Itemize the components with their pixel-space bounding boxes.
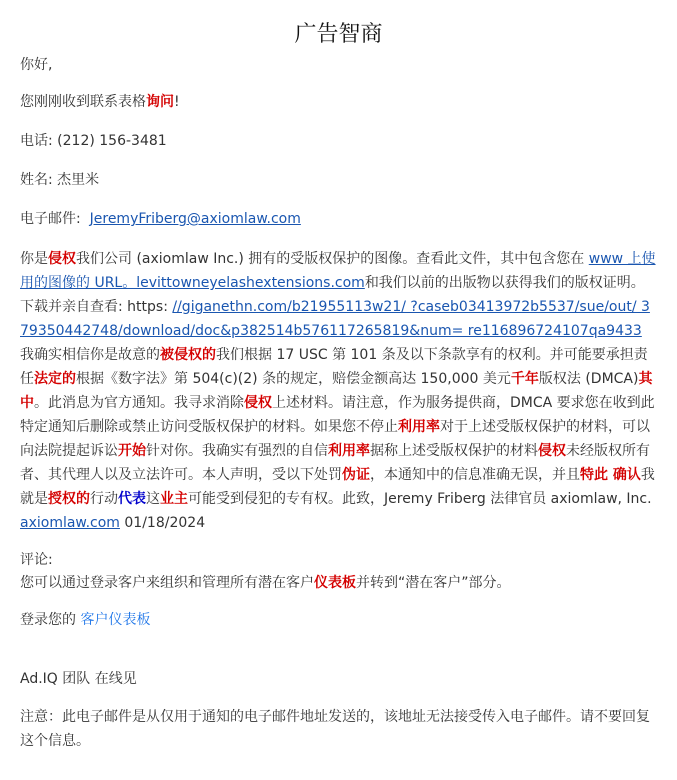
email-link[interactable]: JeremyFriberg@axiomlaw.com: [89, 211, 301, 227]
body-highlight: 侵权: [538, 443, 566, 459]
comment-highlight: 仪表板: [314, 575, 356, 591]
email-label: 电子邮件:: [20, 211, 81, 227]
name-line: [20, 169, 657, 192]
body-highlight: 特此 确认: [580, 467, 641, 483]
body-highlight: 伪证: [342, 467, 370, 483]
body-text: 这: [146, 491, 160, 507]
body-text: 针对你。我确实有强烈的自信: [146, 443, 328, 459]
body-highlight: 侵权: [244, 395, 272, 411]
comment-prefix: 您可以通过登录客户来组织和管理所有潜在客户: [20, 575, 314, 591]
intro-line: [20, 91, 657, 114]
phone-label: 电话:: [20, 133, 53, 149]
body-highlight: 被侵权的: [160, 347, 216, 363]
phone-value: (212) 156-3481: [57, 133, 167, 149]
intro-highlight: 询问: [146, 94, 174, 110]
phone-line: [20, 130, 657, 153]
dashboard-link[interactable]: 客户仪表板: [80, 612, 151, 628]
body-text: 可能受到侵犯的专有权。此致，Jeremy Friberg 法律官员 axiomlaw, Inc.: [188, 491, 652, 507]
signoff: Ad.IQ 团队 在线见: [20, 671, 137, 687]
comment-line: [20, 572, 657, 595]
email-title: 广告智商: [294, 22, 383, 47]
body-highlight: 法定的: [34, 371, 76, 387]
body-text: 据称上述受版权保护的材料: [370, 443, 538, 459]
body-highlight: 利用率: [328, 443, 370, 459]
body-text: 我就是: [20, 467, 655, 507]
body-text: ，本通知中的信息准确无误，并且: [370, 467, 580, 483]
body-highlight: 业主: [160, 491, 188, 507]
body-highlight: 其中: [20, 371, 653, 411]
body-text: 我们公司 (axiomlaw Inc.) 拥有的受版权保护的图像。查看此文件，其中包含您在: [76, 251, 589, 267]
name-value: 杰里米: [57, 172, 100, 188]
comment-suffix: 并转到“潜在客户”部分。: [356, 575, 511, 591]
body-text: 上述材料。请注意，作为服务提供商，DMCA 要求您在收到此特定通知后删除或禁止访问受版权保护的材料。如果您不停止: [20, 395, 655, 435]
download-link[interactable]: //giganethn.com/b21955113w21/ ?caseb03413972b5537/sue/out/ 379350442748/download/doc&p382514b576117265819&num= re116896724107qa9433: [20, 299, 650, 339]
footer-note: 注意：此电子邮件是从仅用于通知的电子邮件地址发送的，该地址无法接受传入电子邮件。请不要回复这个信息。: [20, 709, 650, 749]
email-line: [20, 208, 657, 231]
body-highlight: 千年: [510, 371, 539, 387]
axiomlaw-link[interactable]: axiomlaw.com: [20, 515, 120, 531]
intro-prefix: 您刚刚收到联系表格: [20, 94, 146, 110]
body-text: 行动: [90, 491, 118, 507]
body-highlight: 授权的: [48, 491, 90, 507]
body-highlight-blue: 代表: [118, 491, 146, 507]
comment-label: 评论:: [20, 552, 53, 568]
image-url-link[interactable]: www 上使用的图像的 URL。levittowneyelashextensions.com: [20, 251, 656, 291]
body-text: 我们根据 17 USC 第 101 条及以下条款享有的权利。并可能要承担责任: [20, 347, 648, 387]
greeting: 你好,: [20, 57, 53, 73]
intro-suffix: !: [174, 94, 180, 110]
body-highlight: 利用率: [398, 419, 440, 435]
name-label: 姓名:: [20, 172, 53, 188]
body-text: 根据《数字法》第 504(c)(2) 条的规定，赔偿金额高达 150,000 美元: [76, 371, 511, 387]
body-text: 。此消息为官方通知。我寻求消除: [34, 395, 244, 411]
body-highlight: 侵权: [48, 251, 76, 267]
body-text: 我确实相信你是故意的: [20, 347, 160, 363]
login-line: [20, 609, 657, 632]
body-text: 未经版权所有者、其代理人以及立法许可。本人声明，受以下处罚: [20, 443, 650, 483]
body-text: 版权法 (DMCA): [538, 371, 639, 387]
body-highlight: 开始: [118, 443, 146, 459]
body-text: 对于上述受版权保护的材料，可以向法院提起诉讼: [20, 419, 650, 459]
notice-body: [20, 247, 657, 535]
login-prefix: 登录您的: [20, 612, 76, 628]
body-text: 01/18/2024: [119, 515, 206, 531]
body-text: 和我们以前的出版物以获得我们的版权证明。下载并亲自查看: https:: [20, 275, 645, 315]
body-text: 你是: [20, 251, 48, 267]
